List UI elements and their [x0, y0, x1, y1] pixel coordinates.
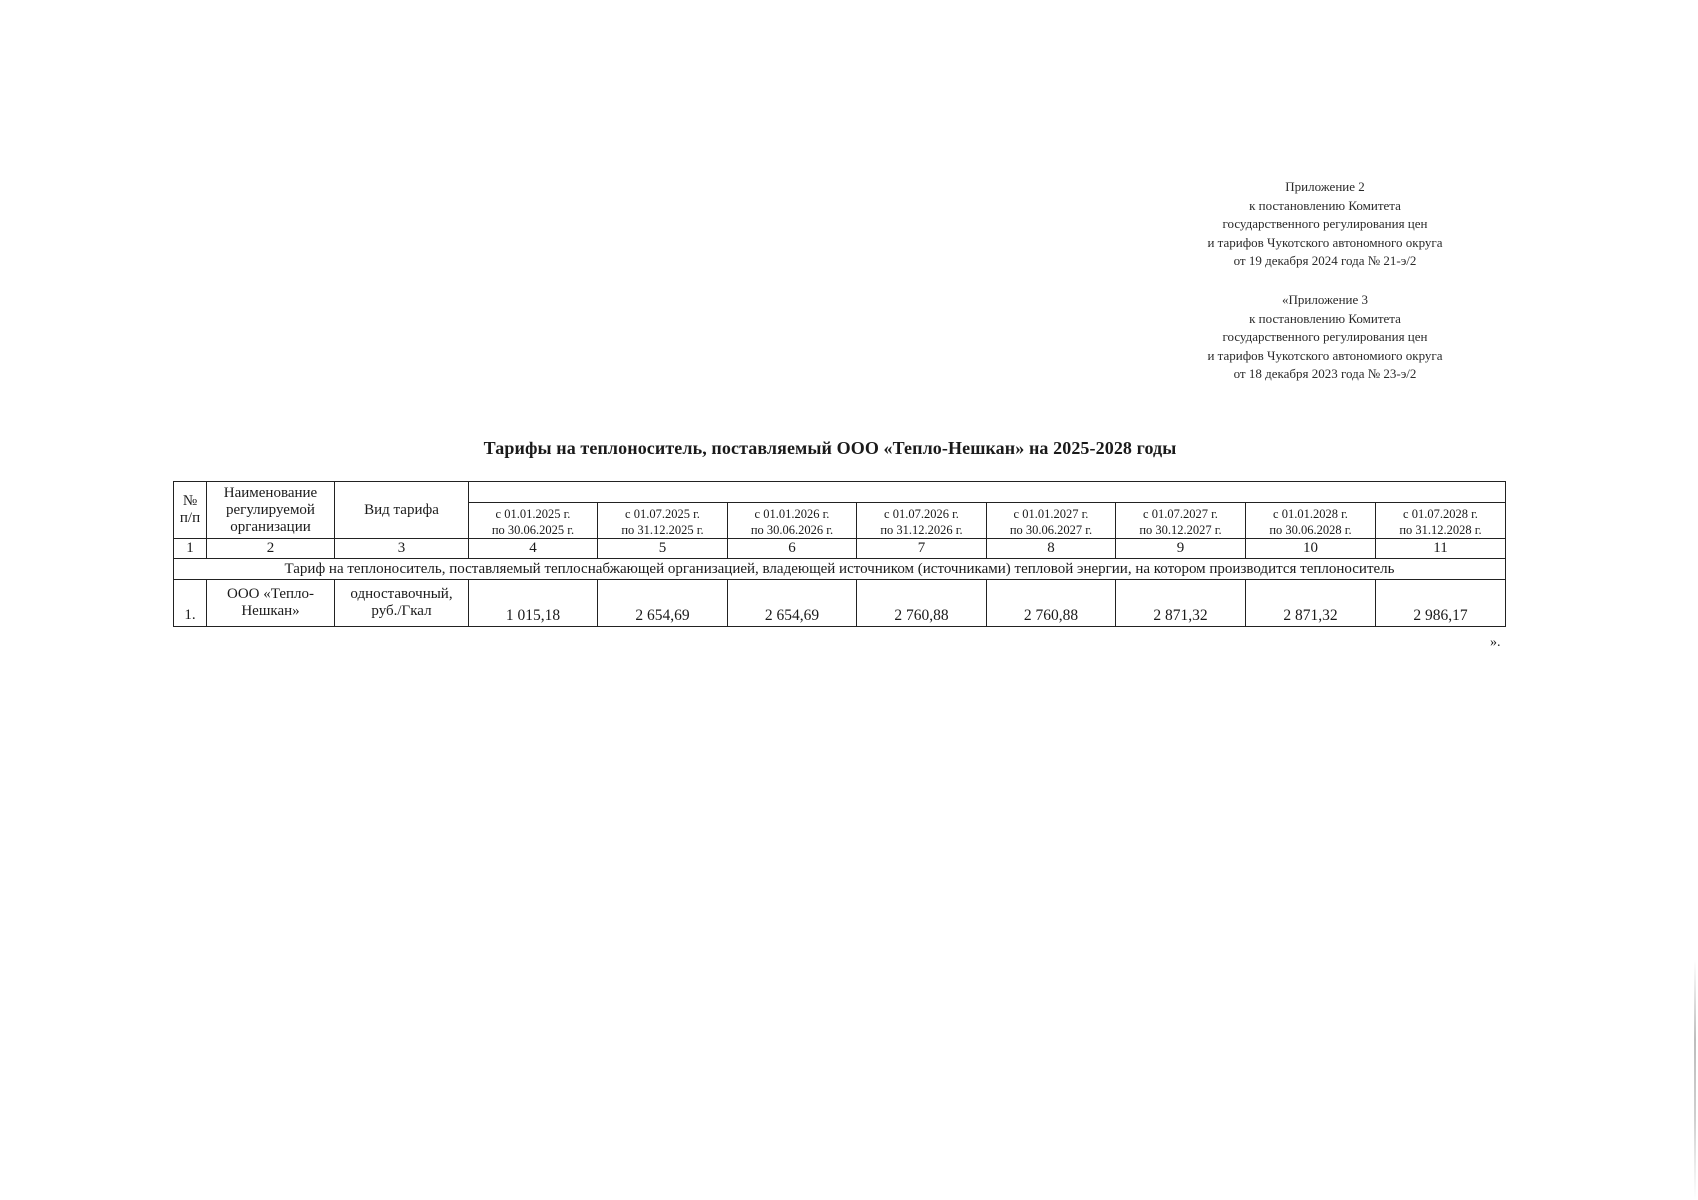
annex-line: и тарифов Чукотского автономного округа: [1207, 234, 1443, 250]
column-number: 5: [598, 539, 728, 559]
header-period: с 01.07.2028 г. по 31.12.2028 г.: [1376, 503, 1506, 539]
header-periods-group: [469, 482, 1506, 503]
annex-current-block: [1160, 178, 1490, 271]
tariff-value: 1 015,18: [469, 580, 598, 627]
row-organization: ООО «Тепло- Нешкан»: [207, 580, 335, 627]
tariff-value: 2 760,88: [987, 580, 1116, 627]
header-period: с 01.07.2026 г. по 31.12.2026 г.: [857, 503, 987, 539]
annex-line: Приложение 2: [1285, 179, 1365, 194]
tariff-value: 2 871,32: [1246, 580, 1376, 627]
table-row: [174, 580, 1506, 627]
header-period: с 01.01.2026 г. по 30.06.2026 г.: [728, 503, 857, 539]
header-tariff-type: Вид тарифа: [335, 482, 469, 539]
row-number: 1.: [174, 580, 207, 627]
column-number: 7: [857, 539, 987, 559]
column-number: 2: [207, 539, 335, 559]
row-tariff-type: одноставочный, руб./Гкал: [335, 580, 469, 627]
scan-edge-artifact: [1694, 960, 1696, 1200]
tariff-value: 2 871,32: [1116, 580, 1246, 627]
header-period: с 01.07.2025 г. по 31.12.2025 г.: [598, 503, 728, 539]
tariff-value: 2 654,69: [598, 580, 728, 627]
annex-line: государственного регулирования цен: [1222, 216, 1428, 231]
header-period: с 01.01.2025 г. по 30.06.2025 г.: [469, 503, 598, 539]
header-period: с 01.01.2027 г. по 30.06.2027 г.: [987, 503, 1116, 539]
annex-line: к постановлению Комитета: [1249, 310, 1401, 326]
column-number: 3: [335, 539, 469, 559]
column-number: 9: [1116, 539, 1246, 559]
tariff-value: 2 986,17: [1376, 580, 1506, 627]
annex-previous-block: [1160, 291, 1490, 384]
column-number: 4: [469, 539, 598, 559]
annex-line: к постановлению Комитета: [1249, 197, 1401, 213]
column-number: 6: [728, 539, 857, 559]
tariff-value: 2 654,69: [728, 580, 857, 627]
column-number: 10: [1246, 539, 1376, 559]
tariff-value: 2 760,88: [857, 580, 987, 627]
annex-line: «Приложение 3: [1281, 292, 1369, 307]
annex-line: от 19 декабря 2024 года № 21-э/2: [1233, 253, 1417, 268]
annex-line: государственного регулирования цен: [1222, 329, 1428, 344]
annex-line: от 18 декабря 2023 года № 23-э/2: [1233, 366, 1417, 381]
header-organization: Наименование регулируемой организации: [207, 482, 335, 539]
column-number: 1: [174, 539, 207, 559]
header-period: с 01.01.2028 г. по 30.06.2028 г.: [1246, 503, 1376, 539]
tariff-table: [173, 481, 1506, 627]
closing-quote-mark: ».: [1490, 635, 1501, 650]
annex-line: и тарифов Чукотского автономиого округа: [1207, 347, 1443, 363]
section-title: Тариф на теплоноситель, поставляемый теплоснабжающей организацией, владеющей источником (источниками) тепловой энергии, на котором производится теплоноситель: [174, 559, 1506, 580]
header-num: № п/п: [174, 482, 207, 539]
column-numbers-row: [174, 539, 1506, 559]
column-number: 8: [987, 539, 1116, 559]
header-period: с 01.07.2027 г. по 30.12.2027 г.: [1116, 503, 1246, 539]
column-number: 11: [1376, 539, 1506, 559]
document-title: Тарифы на теплоноситель, поставляемый ООО «Тепло-Нешкан» на 2025-2028 годы: [483, 438, 1177, 458]
